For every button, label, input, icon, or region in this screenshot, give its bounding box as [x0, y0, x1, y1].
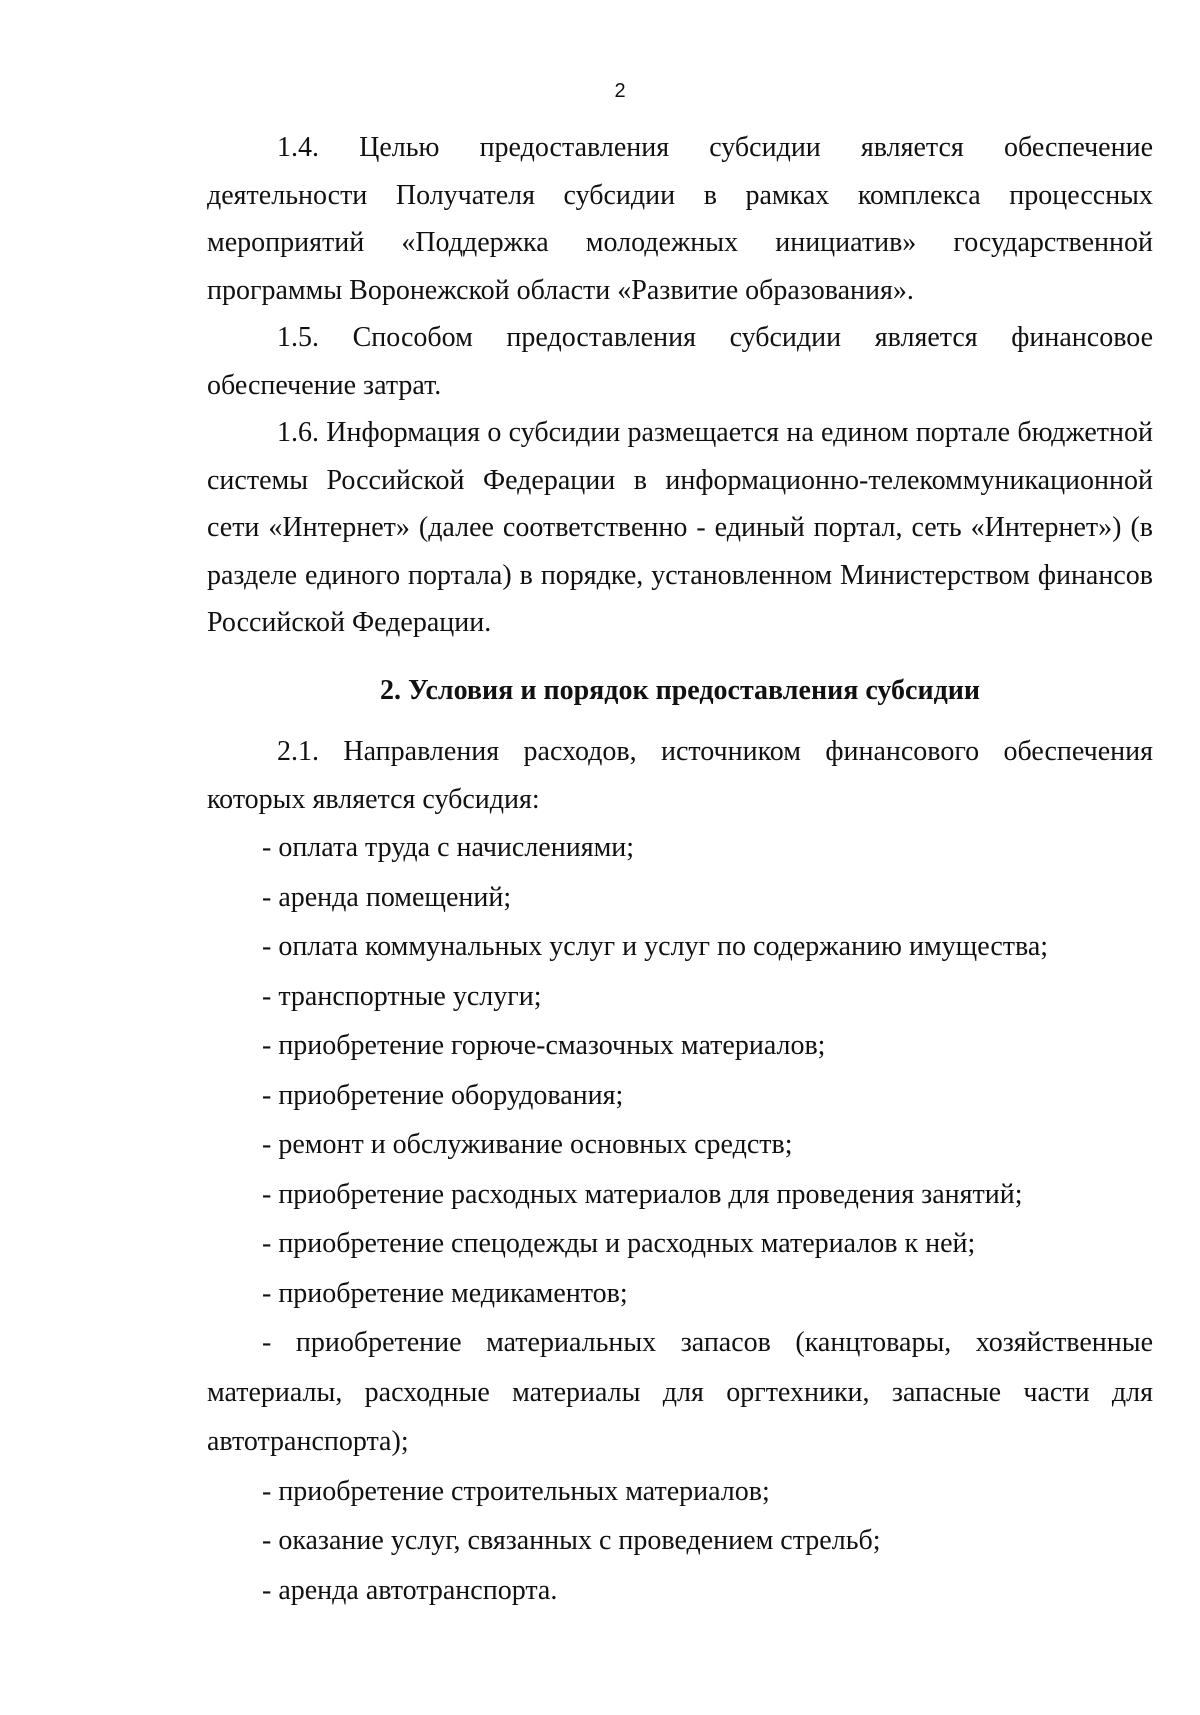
list-item: - транспортные услуги;: [262, 980, 542, 1012]
list-item: - приобретение строительных материалов;: [262, 1475, 770, 1507]
list-item: - аренда помещений;: [262, 881, 512, 913]
paragraph-1-4: 1.4. Целью предоставления субсидии является обеспечение деятельности Получателя субсидии в рамках комплекса процессных мероприятий «Поддержка молодежных инициатив» государственной программы Воронежской области «Развитие образования».: [207, 132, 1153, 306]
list-item: - приобретение оборудования;: [262, 1079, 624, 1111]
list-item: - оплата труда с начислениями;: [262, 832, 635, 863]
list-item: - приобретение материальных запасов (канцтовары, хозяйственные материалы, расходные материалы для оргтехники, запасные части для автотранспорта);: [207, 1327, 1153, 1457]
list-item: - приобретение медикаментов;: [262, 1277, 628, 1309]
page-number: 2: [614, 80, 626, 102]
paragraph-1-5: 1.5. Способом предоставления субсидии является финансовое обеспечение затрат.: [207, 322, 1153, 401]
paragraph-2-1: 2.1. Направления расходов, источником финансового обеспечения которых является субсидия:: [207, 736, 1153, 815]
section-2-heading: 2. Условия и порядок предоставления субсидии: [379, 674, 981, 706]
paragraph-1-6: 1.6. Информация о субсидии размещается на едином портале бюджетной системы Российской Федерации в информационно-телекоммуникационной сети «Интернет» (далее соответственно - единый портал, сеть «Интернет») (в разделе единого портала) в порядке, установленном Министерством финансов Российской Федерации.: [207, 417, 1153, 638]
list-item: - приобретение спецодежды и расходных материалов к ней;: [262, 1228, 976, 1259]
list-item: - оплата коммунальных услуг и услуг по содержанию имущества;: [262, 931, 1049, 962]
list-item: - приобретение горюче-смазочных материалов;: [262, 1030, 826, 1061]
list-item: - приобретение расходных материалов для проведения занятий;: [262, 1178, 1023, 1210]
list-item: - ремонт и обслуживание основных средств;: [262, 1129, 793, 1160]
document-body: [207, 124, 1153, 1615]
list-item: - оказание услуг, связанных с проведением стрельб;: [262, 1525, 881, 1556]
list-item: - аренда автотранспорта.: [262, 1574, 558, 1606]
